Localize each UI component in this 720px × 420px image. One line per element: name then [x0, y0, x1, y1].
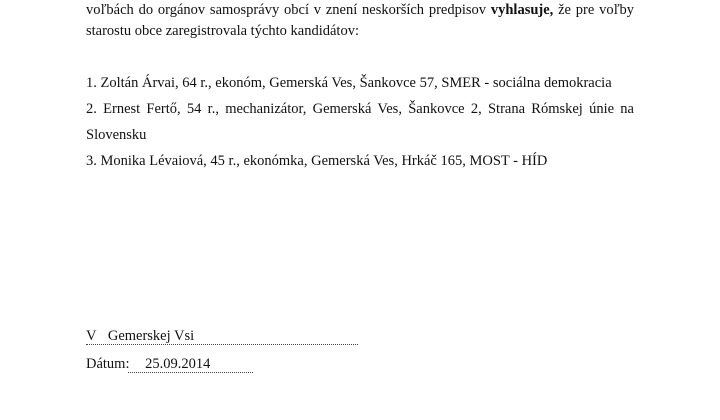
- date-value: 25.09.2014: [145, 356, 211, 372]
- place-label: V: [86, 328, 97, 344]
- candidate-list: [86, 70, 634, 174]
- date-line: [86, 354, 210, 374]
- intro-line-1: [86, 0, 634, 21]
- candidate-item: [86, 96, 634, 148]
- date-label: Dátum:: [86, 356, 130, 372]
- candidate-item: [86, 148, 634, 174]
- candidate-2-text-line-2: Slovensku: [86, 127, 147, 143]
- candidate-item: [86, 70, 634, 96]
- intro-bold-word: vyhlasuje,: [490, 2, 554, 18]
- place-dotted-line: [86, 344, 358, 345]
- intro-text-after: že pre voľby: [558, 2, 635, 18]
- intro-paragraph: [86, 0, 634, 42]
- place-line: [86, 326, 194, 346]
- candidate-3-text: 3. Monika Lévaiová, 45 r., ekonómka, Gemerská Ves, Hrkáč 165, MOST - HÍD: [86, 153, 548, 169]
- date-dotted-line: [128, 372, 253, 373]
- candidate-1-text: 1. Zoltán Árvai, 64 r., ekonóm, Gemerská Ves, Šankovce 57, SMER - sociálna demokracia: [86, 75, 612, 91]
- intro-line-2: starostu obce zaregistrovala týchto kandidátov:: [86, 23, 359, 39]
- candidate-2-text-line-1: 2. Ernest Fertő, 54 r., mechanizátor, Gemerská Ves, Šankovce 2, Strana Rómskej únie na: [86, 101, 634, 117]
- place-value: Gemerskej Vsi: [107, 328, 195, 344]
- intro-text-before: voľbách do orgánov samosprávy obcí v znení neskorších predpisov: [86, 2, 487, 18]
